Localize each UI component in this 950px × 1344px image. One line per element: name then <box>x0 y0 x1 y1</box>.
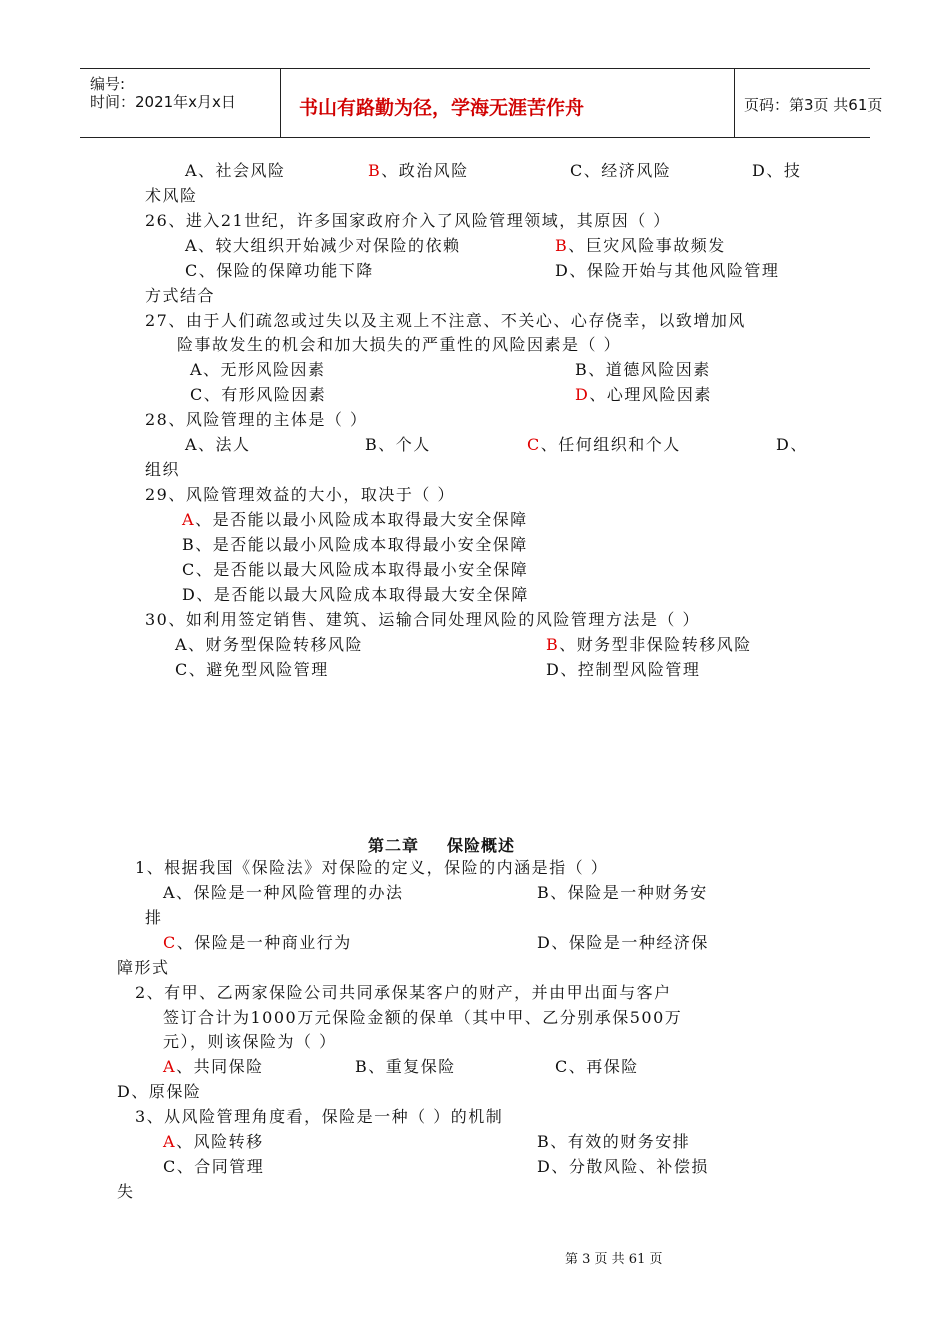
option-b-answer: B、财务型非保险转移风险 <box>546 635 752 654</box>
motto-text: 书山有路勤为径，学海无涯苦作舟 <box>299 97 585 119</box>
page-footer: 第 3 页 共 61 页 <box>565 1252 663 1267</box>
question-3: 3、从风险管理角度看，保险是一种（ ）的机制 <box>135 1107 504 1126</box>
option-d-answer: D、心理风险因素 <box>575 385 712 404</box>
answer-letter: D <box>575 385 590 404</box>
option-d: D、 <box>776 435 808 454</box>
question-27: 27、由于人们疏忽或过失以及主观上不注意、不关心、心存侥幸，以致增加风 <box>145 311 746 330</box>
document-date-label: 时间：2021年x月x日 <box>90 93 236 111</box>
question-2: 2、有甲、乙两家保险公司共同承保某客户的财产，并由甲出面与客户 <box>135 983 672 1002</box>
question-1: 1、根据我国《保险法》对保险的定义，保险的内涵是指（ ） <box>135 858 609 877</box>
option-d: D、保险是一种经济保 <box>537 933 709 952</box>
option-d: D、技 <box>752 161 802 180</box>
option-b: B、保险是一种财务安 <box>537 883 708 902</box>
question-30: 30、如利用签定销售、建筑、运输合同处理风险的风险管理方法是（ ） <box>145 610 700 629</box>
option-a: A、社会风险 <box>185 161 286 180</box>
option-continuation: 术风险 <box>145 186 198 205</box>
question-2-continuation: 元），则该保险为（ ） <box>163 1032 337 1051</box>
option-a: A、较大组织开始减少对保险的依赖 <box>185 236 461 255</box>
option-continuation: 障形式 <box>117 958 170 977</box>
header-left-cell <box>80 69 280 137</box>
document-number-label: 编号: <box>90 75 126 93</box>
question-26: 26、进入21世纪，许多国家政府介入了风险管理领域，其原因（ ） <box>145 211 671 230</box>
option-c-answer: C、任何组织和个人 <box>527 435 681 454</box>
option-continuation: 方式结合 <box>145 286 216 305</box>
option-d: D、保险开始与其他风险管理 <box>555 261 780 280</box>
option-b: B、是否能以最小风险成本取得最小安全保障 <box>182 535 528 554</box>
page-header <box>80 68 883 138</box>
answer-letter: B <box>546 635 560 654</box>
option-continuation: 排 <box>145 908 163 927</box>
option-a-answer: A、是否能以最小风险成本取得最大安全保障 <box>182 510 528 529</box>
option-c: C、保险的保障功能下降 <box>185 261 374 280</box>
option-b: B、个人 <box>365 435 431 454</box>
option-b-answer: B、政治风险 <box>368 161 469 180</box>
option-a: A、无形风险因素 <box>190 360 326 379</box>
option-b: B、重复保险 <box>355 1057 456 1076</box>
option-b: B、道德风险因素 <box>575 360 711 379</box>
answer-letter: B <box>555 236 569 255</box>
chapter-number: 第二章 <box>368 836 420 855</box>
answer-letter: A <box>182 510 196 529</box>
question-27-continuation: 险事故发生的机会和加大损失的严重性的风险因素是（ ） <box>177 335 622 354</box>
option-a: A、保险是一种风险管理的办法 <box>163 883 404 902</box>
option-a: A、财务型保险转移风险 <box>175 635 364 654</box>
option-a: A、法人 <box>185 435 251 454</box>
option-c: C、经济风险 <box>570 161 672 180</box>
option-b: B、有效的财务安排 <box>537 1132 691 1151</box>
header-right-cell <box>734 69 883 137</box>
page-number-label: 页码：第3页 共61页 <box>744 96 883 114</box>
answer-letter: A <box>163 1132 177 1151</box>
option-a-answer: A、风险转移 <box>163 1132 264 1151</box>
option-d: D、是否能以最大风险成本取得最大安全保障 <box>182 585 529 604</box>
option-b-answer: B、巨灾风险事故频发 <box>555 236 726 255</box>
chapter-name: 保险概述 <box>447 836 516 855</box>
answer-letter: C <box>163 933 177 952</box>
option-c: C、再保险 <box>555 1057 639 1076</box>
option-d: D、原保险 <box>117 1082 202 1101</box>
option-c: C、是否能以最大风险成本取得最小安全保障 <box>182 560 529 579</box>
header-motto-cell <box>280 69 735 137</box>
answer-letter: C <box>527 435 541 454</box>
question-28: 28、风险管理的主体是（ ） <box>145 410 368 429</box>
chapter-title <box>368 833 543 856</box>
answer-letter: B <box>368 161 382 180</box>
option-c-answer: C、保险是一种商业行为 <box>163 933 352 952</box>
option-c: C、有形风险因素 <box>190 385 327 404</box>
option-a-answer: A、共同保险 <box>163 1057 264 1076</box>
question-29: 29、风险管理效益的大小，取决于（ ） <box>145 485 455 504</box>
option-d: D、分散风险、补偿损 <box>537 1157 709 1176</box>
option-continuation: 组织 <box>145 460 181 479</box>
question-2-continuation: 签订合计为1000万元保险金额的保单（其中甲、乙分别承保500万 <box>163 1008 683 1027</box>
answer-letter: A <box>163 1057 177 1076</box>
option-c: C、避免型风险管理 <box>175 660 329 679</box>
option-continuation: 失 <box>117 1182 135 1201</box>
option-c: C、合同管理 <box>163 1157 265 1176</box>
option-d: D、控制型风险管理 <box>546 660 701 679</box>
